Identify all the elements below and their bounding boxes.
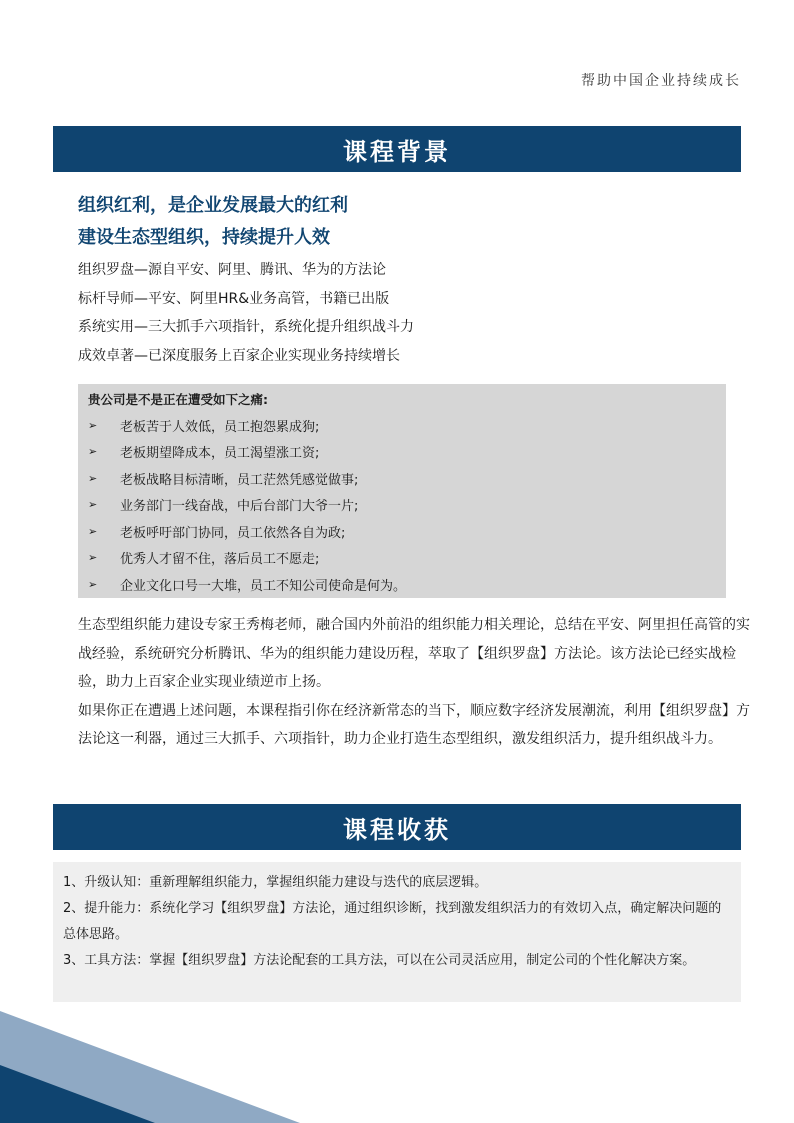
section-title-outcomes: 课程收获 bbox=[343, 815, 451, 844]
pain-point-text: 优秀人才留不住，落后员工不愿走; bbox=[120, 552, 320, 568]
pain-point-text: 企业文化口号一大堆，员工不知公司使命是何为。 bbox=[120, 578, 407, 594]
outcomes-box bbox=[53, 862, 741, 1002]
pain-point-item bbox=[88, 571, 716, 598]
arrow-bullet-icon: ➢ bbox=[88, 577, 98, 591]
arrow-bullet-icon: ➢ bbox=[88, 418, 98, 432]
pain-point-text: 老板苦于人效低，员工抱怨累成狗; bbox=[120, 419, 320, 435]
pain-points-title: 贵公司是不是正在遭受如下之痛: bbox=[88, 392, 268, 407]
headline-secondary: 建设生态型组织，持续提升人效 bbox=[78, 227, 330, 248]
intro-paragraph: 生态型组织能力建设专家王秀梅老师，融合国内外前沿的组织能力相关理论，总结在平安、阿里担任高管的实战经验，系统研究分析腾讯、华为的组织能力建设历程，萃取了【组织罗盘】方法论。该方法论已经实战检验，助力上百家企业实现业绩逆市上扬。 bbox=[78, 617, 750, 690]
outcome-item: 3、工具方法：掌握【组织罗盘】方法论配套的工具方法，可以在公司灵活应用，制定公司的个性化解决方案。 bbox=[63, 953, 696, 968]
pain-point-text: 老板期望降成本，员工渴望涨工资; bbox=[120, 446, 320, 462]
headline-group bbox=[78, 190, 738, 254]
selling-point: 组织罗盘—源自平安、阿里、腾讯、华为的方法论 bbox=[78, 262, 386, 278]
intro-paragraph: 如果你正在遭遇上述问题，本课程指引你在经济新常态的当下，顺应数字经济发展潮流，利用【组织罗盘】方法论这一利器，通过三大抓手、六项指针，助力企业打造生态型组织，激发组织活力，提升组织战斗力。 bbox=[78, 702, 750, 747]
selling-point: 成效卓著—已深度服务上百家企业实现业务持续增长 bbox=[78, 347, 400, 364]
selling-point: 标杆导师—平安、阿里HR&业务高管，书籍已出版 bbox=[78, 290, 390, 307]
section-banner-outcomes bbox=[53, 804, 741, 850]
header-tagline: 帮助中国企业持续成长 bbox=[581, 73, 741, 89]
headline-primary: 组织红利，是企业发展最大的红利 bbox=[78, 195, 348, 216]
arrow-bullet-icon: ➢ bbox=[88, 498, 98, 512]
outcome-item: 1、升级认知：重新理解组织能力，掌握组织能力建设与迭代的底层逻辑。 bbox=[63, 875, 488, 890]
pain-point-item bbox=[88, 492, 716, 519]
selling-points-list bbox=[78, 256, 738, 370]
pain-points-box bbox=[78, 384, 726, 598]
arrow-bullet-icon: ➢ bbox=[88, 471, 98, 485]
section-banner-background bbox=[53, 126, 741, 172]
pain-point-text: 业务部门一线奋战，中后台部门大爷一片; bbox=[120, 499, 359, 515]
section-title-background: 课程背景 bbox=[343, 137, 451, 166]
course-intro bbox=[78, 611, 750, 754]
pain-point-text: 老板呼吁部门协同，员工依然各自为政; bbox=[120, 525, 346, 541]
selling-point: 系统实用—三大抓手六项指针，系统化提升组织战斗力 bbox=[78, 319, 414, 335]
arrow-bullet-icon: ➢ bbox=[88, 551, 98, 565]
corner-decoration bbox=[0, 1011, 300, 1123]
pain-point-item bbox=[88, 465, 716, 492]
arrow-bullet-icon: ➢ bbox=[88, 524, 98, 538]
pain-point-item bbox=[88, 545, 716, 572]
pain-point-item bbox=[88, 439, 716, 466]
pain-point-item bbox=[88, 518, 716, 545]
pain-point-item bbox=[88, 412, 716, 439]
arrow-bullet-icon: ➢ bbox=[88, 445, 98, 459]
pain-point-text: 老板战略目标清晰，员工茫然凭感觉做事; bbox=[120, 472, 359, 488]
outcome-item: 2、提升能力：系统化学习【组织罗盘】方法论，通过组织诊断，找到激发组织活力的有效切入点，确定解决问题的总体思路。 bbox=[63, 901, 722, 942]
